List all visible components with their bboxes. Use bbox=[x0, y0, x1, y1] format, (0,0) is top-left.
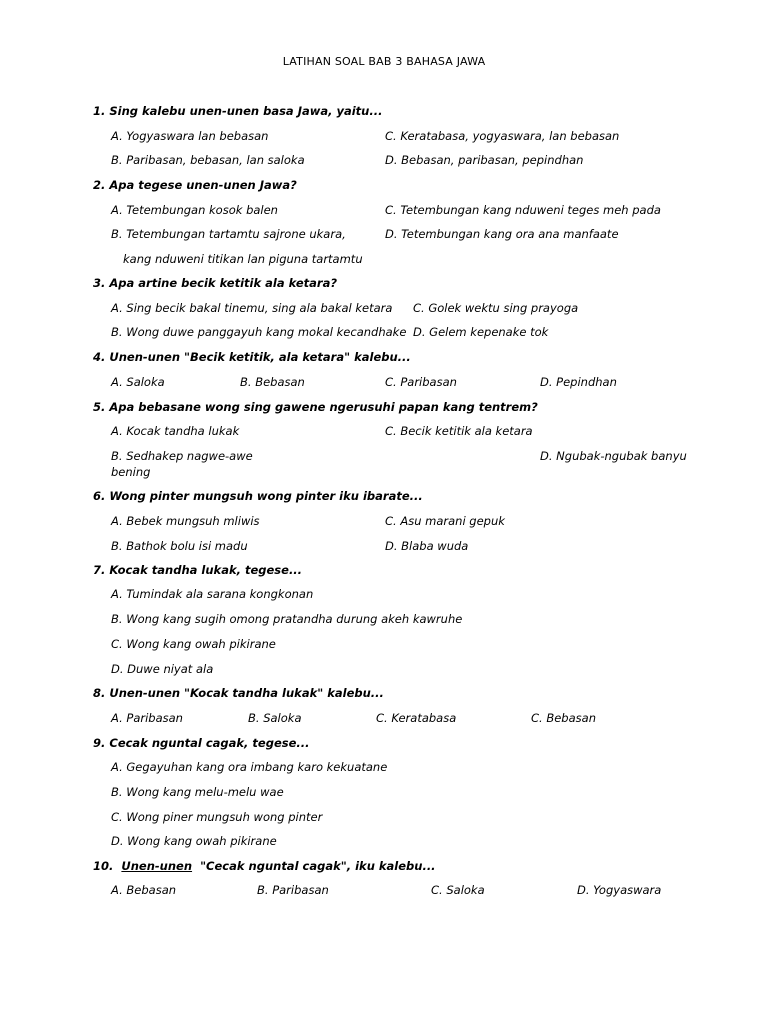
q2-option-a: A. Tetembungan kosok balen bbox=[111, 203, 278, 217]
page-title: LATIHAN SOAL BAB 3 BAHASA JAWA bbox=[282, 55, 486, 68]
q9-option-c: C. Wong piner mungsuh wong pinter bbox=[111, 810, 323, 824]
q2-option-c: C. Tetembungan kang nduweni teges meh pada bbox=[385, 203, 661, 217]
question-3: 3. Apa artine becik ketitik ala ketara? bbox=[93, 276, 338, 290]
q4-option-c: C. Paribasan bbox=[385, 375, 457, 389]
q5-option-c: C. Becik ketitik ala ketara bbox=[385, 424, 533, 438]
q10-option-a: A. Bebasan bbox=[111, 883, 177, 897]
q6-option-c: C. Asu marani gepuk bbox=[385, 514, 505, 528]
q6-option-a: A. Bebek mungsuh mliwis bbox=[111, 514, 260, 528]
question-5: 5. Apa bebasane wong sing gawene ngerusuhi papan kang tentrem? bbox=[93, 400, 538, 414]
q1-option-c: C. Keratabasa, yogyaswara, lan bebasan bbox=[385, 129, 620, 143]
question-10-text: "Cecak nguntal cagak", iku kalebu... bbox=[200, 859, 436, 873]
question-1: 1. Sing kalebu unen-unen basa Jawa, yaitu... bbox=[93, 104, 383, 118]
q8-option-b: B. Saloka bbox=[248, 711, 302, 725]
question-7: 7. Kocak tandha lukak, tegese... bbox=[93, 563, 303, 577]
q7-option-b: B. Wong kang sugih omong pratandha durung akeh kawruhe bbox=[111, 612, 463, 626]
q4-option-b: B. Bebasan bbox=[240, 375, 305, 389]
q3-option-a: A. Sing becik bakal tinemu, sing ala bakal ketara bbox=[111, 301, 393, 315]
q3-option-c: C. Golek wektu sing prayoga bbox=[413, 301, 579, 315]
q1-option-a: A. Yogyaswara lan bebasan bbox=[111, 129, 269, 143]
question-10-underlined: Unen-unen bbox=[121, 859, 193, 873]
question-4: 4. Unen-unen "Becik ketitik, ala ketara" kalebu... bbox=[93, 350, 411, 364]
q3-option-b: B. Wong duwe panggayuh kang mokal kecandhake bbox=[111, 325, 407, 339]
q4-option-a: A. Saloka bbox=[111, 375, 165, 389]
q9-option-a: A. Gegayuhan kang ora imbang karo kekuatane bbox=[111, 760, 388, 774]
q10-option-c: C. Saloka bbox=[431, 883, 485, 897]
question-8: 8. Unen-unen "Kocak tandha lukak" kalebu... bbox=[93, 686, 384, 700]
q5-option-a: A. Kocak tandha lukak bbox=[111, 424, 240, 438]
question-10 bbox=[93, 859, 436, 873]
q2-option-d: D. Tetembungan kang ora ana manfaate bbox=[385, 227, 619, 241]
q2-option-b-continued: kang nduweni titikan lan piguna tartamtu bbox=[123, 252, 363, 266]
question-6: 6. Wong pinter mungsuh wong pinter iku ibarate... bbox=[93, 489, 423, 503]
question-10-number: 10. bbox=[93, 859, 114, 873]
q8-option-d: C. Bebasan bbox=[531, 711, 596, 725]
q10-option-d: D. Yogyaswara bbox=[577, 883, 662, 897]
q8-option-c: C. Keratabasa bbox=[376, 711, 457, 725]
q5-option-d-continued: bening bbox=[111, 465, 151, 479]
q9-option-d: D. Wong kang owah pikirane bbox=[111, 834, 277, 848]
q10-option-b: B. Paribasan bbox=[257, 883, 329, 897]
question-9: 9. Cecak nguntal cagak, tegese... bbox=[93, 736, 310, 750]
q7-option-d: D. Duwe niyat ala bbox=[111, 662, 214, 676]
q6-option-d: D. Blaba wuda bbox=[385, 539, 469, 553]
q4-option-d: D. Pepindhan bbox=[540, 375, 617, 389]
q2-option-b: B. Tetembungan tartamtu sajrone ukara, bbox=[111, 227, 346, 241]
q1-option-d: D. Bebasan, paribasan, pepindhan bbox=[385, 153, 584, 167]
q9-option-b: B. Wong kang melu-melu wae bbox=[111, 785, 284, 799]
q6-option-b: B. Bathok bolu isi madu bbox=[111, 539, 248, 553]
q7-option-c: C. Wong kang owah pikirane bbox=[111, 637, 276, 651]
q5-option-d: D. Ngubak-ngubak banyu bbox=[540, 449, 687, 463]
q7-option-a: A. Tumindak ala sarana kongkonan bbox=[111, 587, 314, 601]
q1-option-b: B. Paribasan, bebasan, lan saloka bbox=[111, 153, 305, 167]
question-2: 2. Apa tegese unen-unen Jawa? bbox=[93, 178, 297, 192]
q3-option-d: D. Gelem kepenake tok bbox=[413, 325, 549, 339]
q8-option-a: A. Paribasan bbox=[111, 711, 183, 725]
q5-option-b: B. Sedhakep nagwe-awe bbox=[111, 449, 253, 463]
